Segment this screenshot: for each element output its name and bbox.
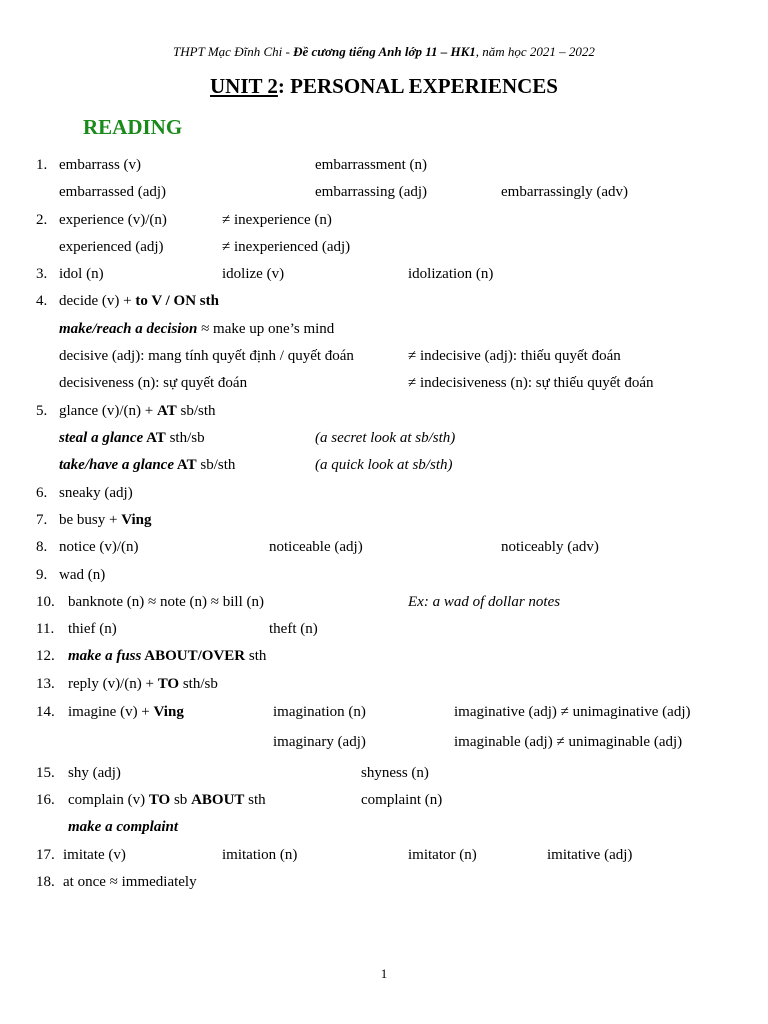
- word-form: embarrassed (adj): [59, 184, 167, 200]
- unit-title: : PERSONAL EXPERIENCES: [277, 74, 558, 98]
- word-form: be busy +: [59, 512, 122, 528]
- item-number: 4.: [36, 293, 48, 309]
- item-number: 17.: [36, 847, 55, 863]
- word-form: sneaky (adj): [59, 485, 133, 501]
- phrase: take/have a glance: [59, 457, 174, 473]
- antonym: ≠ indecisive (adj): thiếu quyết đoán: [408, 348, 621, 364]
- word-form: noticeably (adv): [501, 539, 599, 555]
- word-form: embarrassing (adj): [315, 184, 428, 200]
- item-number: 11.: [36, 621, 55, 637]
- structure: Ving: [121, 512, 152, 528]
- word-form: banknote (n) ≈ note (n) ≈ bill (n): [68, 594, 264, 610]
- phrase: steal a glance: [59, 430, 144, 446]
- preposition: AT: [143, 430, 166, 446]
- word-form: at once ≈ immediately: [63, 874, 197, 890]
- word-form: complaint (n): [361, 792, 443, 808]
- word-form: idol (n): [59, 266, 104, 282]
- word-form: imitator (n): [408, 847, 477, 863]
- word-form: idolization (n): [408, 266, 494, 282]
- preposition: TO: [157, 676, 180, 692]
- word-form: complain (v): [68, 792, 149, 808]
- word-form: ≠ inexperience (n): [222, 212, 332, 228]
- course-name: Đề cương tiếng Anh lớp 11 – HK1: [293, 44, 476, 59]
- item-number: 6.: [36, 485, 48, 501]
- collocation: to V / ON sth: [135, 293, 219, 309]
- word-form: shy (adj): [68, 765, 121, 781]
- item-number: 14.: [36, 704, 55, 720]
- word-form: imaginable (adj) ≠ unimaginable (adj): [454, 734, 683, 750]
- school-name: THPT Mạc Đĩnh Chi -: [173, 44, 294, 59]
- word-form: reply (v)/(n) +: [68, 676, 158, 692]
- definition: (a secret look at sb/sth): [315, 430, 456, 446]
- word-form: decisive (adj): mang tính quyết định / quyết đoán: [59, 348, 354, 364]
- phrase: make/reach a decision: [59, 321, 198, 337]
- preposition: ABOUT: [191, 792, 245, 808]
- word-form: embarrassingly (adv): [501, 184, 629, 200]
- word-form: glance (v)/(n) +: [59, 403, 157, 419]
- object: sb/sth: [196, 457, 236, 473]
- structure: Ving: [153, 704, 184, 720]
- word-form: idolize (v): [222, 266, 285, 282]
- word-form: thief (n): [68, 621, 117, 637]
- item-number: 8.: [36, 539, 48, 555]
- word-form: ≠ inexperienced (adj): [222, 239, 351, 255]
- object: sth/sb: [179, 676, 218, 692]
- word-form: decisiveness (n): sự quyết đoán: [59, 375, 248, 391]
- preposition: TO: [148, 792, 171, 808]
- word-form: imitative (adj): [547, 847, 633, 863]
- word-form: imitation (n): [222, 847, 298, 863]
- example: Ex: a wad of dollar notes: [408, 594, 561, 610]
- preposition: ABOUT/OVER: [141, 648, 246, 664]
- object: sb/sth: [176, 403, 216, 419]
- section-heading: READING: [83, 115, 183, 139]
- item-number: 18.: [36, 874, 55, 890]
- item-number: 15.: [36, 765, 55, 781]
- item-number: 9.: [36, 567, 48, 583]
- page-header: [0, 44, 768, 60]
- word-form: embarrass (v): [59, 157, 142, 173]
- item-number: 3.: [36, 266, 48, 282]
- definition: (a quick look at sb/sth): [315, 457, 453, 473]
- school-year: , năm học 2021 – 2022: [475, 44, 595, 59]
- object: sth/sb: [165, 430, 205, 446]
- phrase: make a complaint: [68, 819, 178, 835]
- word-form: notice (v)/(n): [59, 539, 139, 555]
- item-number: 13.: [36, 676, 55, 692]
- word-form: theft (n): [269, 621, 318, 637]
- item-number: 16.: [36, 792, 55, 808]
- preposition: AT: [157, 403, 177, 419]
- item-number: 5.: [36, 403, 48, 419]
- word-form: imaginative (adj) ≠ unimaginative (adj): [454, 704, 691, 720]
- item-number: 2.: [36, 212, 48, 228]
- preposition: AT: [173, 457, 197, 473]
- antonym: ≠ indecisiveness (n): sự thiếu quyết đoán: [408, 375, 654, 391]
- word-form: shyness (n): [361, 765, 429, 781]
- word-form: experienced (adj): [59, 239, 164, 255]
- object: sth: [244, 792, 266, 808]
- phrase: make a fuss: [68, 648, 142, 664]
- word-form: imitate (v): [63, 847, 126, 863]
- word-form: decide (v) +: [59, 293, 136, 309]
- synonym: ≈ make up one’s mind: [197, 321, 335, 337]
- object: sb: [170, 792, 192, 808]
- word-form: wad (n): [59, 567, 106, 583]
- word-form: imagination (n): [273, 704, 366, 720]
- unit-number: UNIT 2: [210, 74, 278, 98]
- object: sth: [245, 648, 267, 664]
- item-number: 12.: [36, 648, 55, 664]
- page-title: [0, 74, 768, 99]
- item-number: 1.: [36, 157, 48, 173]
- word-form: imagine (v) +: [68, 704, 154, 720]
- item-number: 10.: [36, 594, 55, 610]
- item-number: 7.: [36, 512, 48, 528]
- word-form: imaginary (adj): [273, 734, 366, 750]
- word-form: embarrassment (n): [315, 157, 428, 173]
- page-number: 1: [380, 966, 388, 981]
- word-form: experience (v)/(n): [59, 212, 167, 228]
- word-form: noticeable (adj): [269, 539, 363, 555]
